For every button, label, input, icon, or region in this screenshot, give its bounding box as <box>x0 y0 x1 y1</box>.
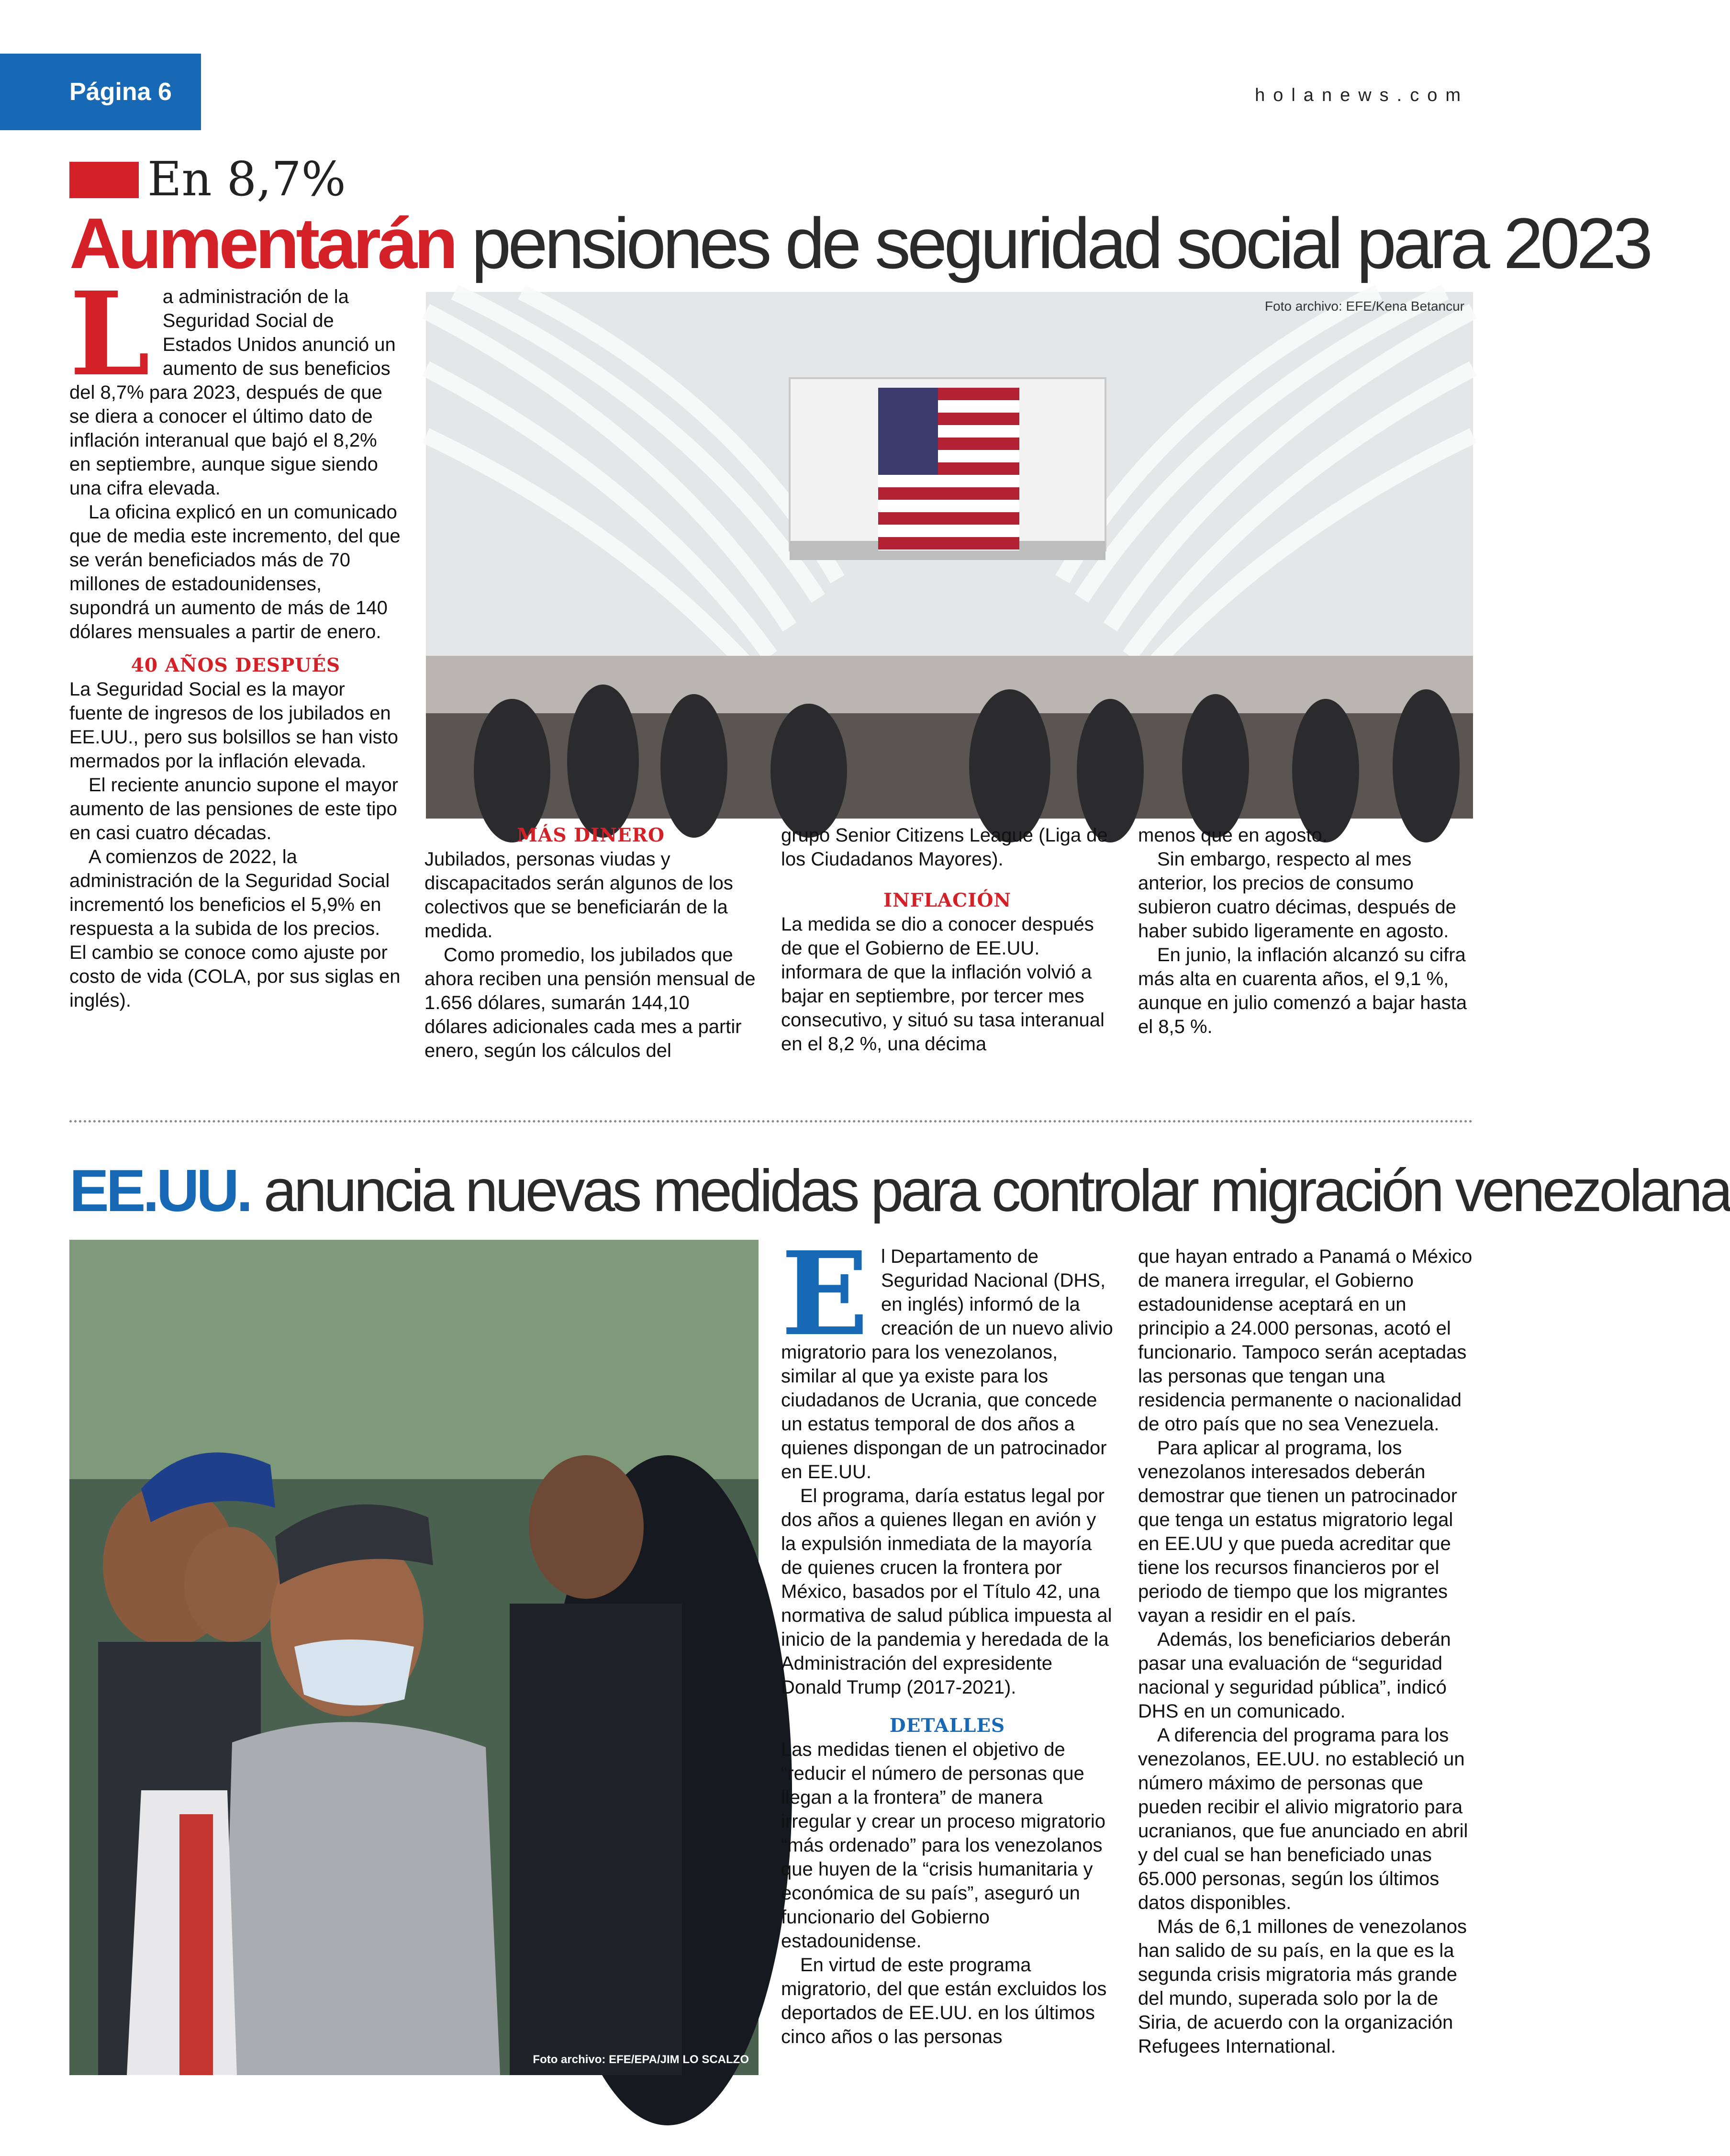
paragraph: que hayan entrado a Panamá o México de manera irregular, el Gobierno estadounidense aceptará en un principio a 24.000 personas, acotó el funcionario. Tampoco serán aceptadas las personas que tengan una residencia permanente o nacionalidad de otro país que no sea Venezuela. <box>1138 1246 1473 1435</box>
paragraph: Para aplicar al programa, los venezolanos interesados deberán demostrar que tienen un patrocinador que tenga un estatus migratorio legal en EE.UU y que pueda acreditar que tiene los recursos financieros por el periodo de tiempo que los migrantes vayan a residir en el país. <box>1138 1437 1458 1626</box>
paragraph: Sin embargo, respecto al mes anterior, los precios de consumo subieron cuatro décimas, después de haber subido ligeramente en agosto. <box>1138 849 1456 942</box>
paragraph: La oficina explicó en un comunicado que de media este incremento, del que se verán beneficiados más de 70 millones de estadounidenses, supondrá un aumento de más de 140 dólares mensuales a partir de enero. <box>69 502 401 642</box>
story1-headline-rest: pensiones de seguridad social para 2023 <box>471 203 1650 283</box>
story2-column-2 <box>1138 1245 1473 2058</box>
oculus-station-photo <box>426 292 1473 819</box>
subheading-40-anos: 40 AÑOS DESPUÉS <box>131 654 341 676</box>
story2-headline-rest: anuncia nuevas medidas para controlar migración venezolana <box>263 1158 1730 1224</box>
story2-lead-text: l Departamento de Seguridad Nacional (DHS, en inglés) informó de la creación de un nuevo alivio migratorio para los venezolanos, similar al que ya existe para los ciudadanos de Ucrania, que concede un estatus temporal de dos años a quienes dispongan de un patrocinador en EE.UU. <box>781 1246 1113 1482</box>
paragraph: grupo Senior Citizens League (Liga de los Ciudadanos Mayores). <box>781 825 1108 870</box>
kicker-accent-bar <box>69 162 139 198</box>
paragraph: Además, los beneficiarios deberán pasar una evaluación de “seguridad nacional y seguridad pública”, indicó DHS en un comunicado. <box>1138 1629 1451 1722</box>
story1-column-4 <box>1138 823 1473 1039</box>
story2-headline <box>69 1157 1730 1224</box>
paragraph: La Seguridad Social es la mayor fuente de ingresos de los jubilados en EE.UU., pero sus bolsillos se han visto mermados por la inflación elevada. <box>69 679 398 772</box>
paragraph: Como promedio, los jubilados que ahora reciben una pensión mensual de 1.656 dólares, sumarán 144,10 dólares adicionales cada mes a partir enero, según los cálculos del <box>424 944 756 1061</box>
paragraph: Las medidas tienen el objetivo de “reducir el número de personas que llegan a la frontera” de manera irregular y crear un proceso migratorio “más ordenado” para los venezolanos que huyen de la “crisis humanitaria y económica de su país”, aseguró un funcionario del Gobierno estadounidense. <box>781 1739 1106 1952</box>
paragraph: menos que en agosto. <box>1138 825 1328 846</box>
paragraph: A comienzos de 2022, la administración de la Seguridad Social incrementó los beneficios el 5,9% en respuesta a la subida de los precios. El cambio se conoce como ajuste por costo de vida (COLA, por sus siglas en inglés). <box>69 846 401 1011</box>
paragraph: El programa, daría estatus legal por dos años a quienes llegan en avión y la expulsión inmediata de la mayoría de quienes crucen la frontera por México, basados por el Título 42, una normativa de salud pública impuesta al inicio de la pandemia y heredada de la Administración del expresidente Donald Trump (2017-2021). <box>781 1485 1112 1698</box>
page-number-tab <box>0 54 201 130</box>
story1-headline <box>69 205 1650 281</box>
story1-lead-text: a administración de la Seguridad Social de Estados Unidos anunció un aumento de sus beneficios del 8,7% para 2023, después de que se diera a conocer el último dato de inflación interanual que bajó el 8,2% en septiembre, aunque sigue siendo una cifra elevada. <box>69 286 396 499</box>
page-number: Página 6 <box>69 78 172 106</box>
story2-column-1 <box>781 1226 1114 2049</box>
story2-headline-bold: EE.UU. <box>69 1158 250 1224</box>
story1-column-2 <box>424 823 757 1063</box>
paragraph: Jubilados, personas viudas y discapacitados serán algunos de los colectivos que se beneficiarán de la medida. <box>424 849 733 942</box>
story1-dropcap: L <box>69 267 150 402</box>
story1-lead-paragraph <box>69 267 402 500</box>
story1-column-3 <box>781 823 1114 1056</box>
subheading-mas-dinero: MÁS DINERO <box>517 824 665 846</box>
us-flag-graphic <box>878 388 1019 550</box>
story2-lead-paragraph <box>781 1226 1114 1484</box>
paragraph: La medida se dio a conocer después de que el Gobierno de EE.UU. informara de que la inflación volvió a bajar en septiembre, por tercer mes consecutivo, y situó su tasa interanual en el 8,2 %, una décima <box>781 914 1105 1055</box>
subheading-detalles: DETALLES <box>889 1715 1005 1737</box>
paragraph: Más de 6,1 millones de venezolanos han salido de su país, en la que es la segunda crisis migratoria más grande del mundo, superada solo por la de Siria, de acuerdo con la organización Refugees International. <box>1138 1916 1467 2057</box>
photo2-credit: Foto archivo: EFE/EPA/JIM LO SCALZO <box>533 2053 749 2066</box>
site-name[interactable]: holanews.com <box>1255 85 1469 105</box>
story2-dropcap: E <box>781 1226 869 1361</box>
paragraph: El reciente anuncio supone el mayor aumento de las pensiones de este tipo en casi cuatro décadas. <box>69 775 399 843</box>
migrants-photo <box>69 1240 759 2075</box>
paragraph: En junio, la inflación alcanzó su cifra más alta en cuarenta años, el 9,1 %, aunque en julio comenzó a bajar hasta el 8,5 %. <box>1138 944 1467 1037</box>
story1-headline-bold: Aumentarán <box>69 203 455 283</box>
story1-column-1 <box>69 267 402 1012</box>
paragraph: En virtud de este programa migratorio, del que están excluidos los deportados de EE.UU. en los últimos cinco años o las personas <box>781 1954 1107 2047</box>
migrants-illustration <box>69 1240 759 2075</box>
story1-kicker: En 8,7% <box>147 152 346 207</box>
section-divider <box>69 1120 1473 1123</box>
subheading-inflacion: INFLACIÓN <box>883 889 1012 911</box>
paragraph: A diferencia del programa para los venezolanos, EE.UU. no estableció un número máximo de personas que pueden recibir el alivio migratorio para ucranianos, que fue anunciado en abril y del cual se han beneficiado unas 65.000 personas, según los últimos datos disponibles. <box>1138 1725 1468 1913</box>
oculus-illustration <box>426 292 1473 819</box>
photo1-credit: Foto archivo: EFE/Kena Betancur <box>1264 299 1464 314</box>
